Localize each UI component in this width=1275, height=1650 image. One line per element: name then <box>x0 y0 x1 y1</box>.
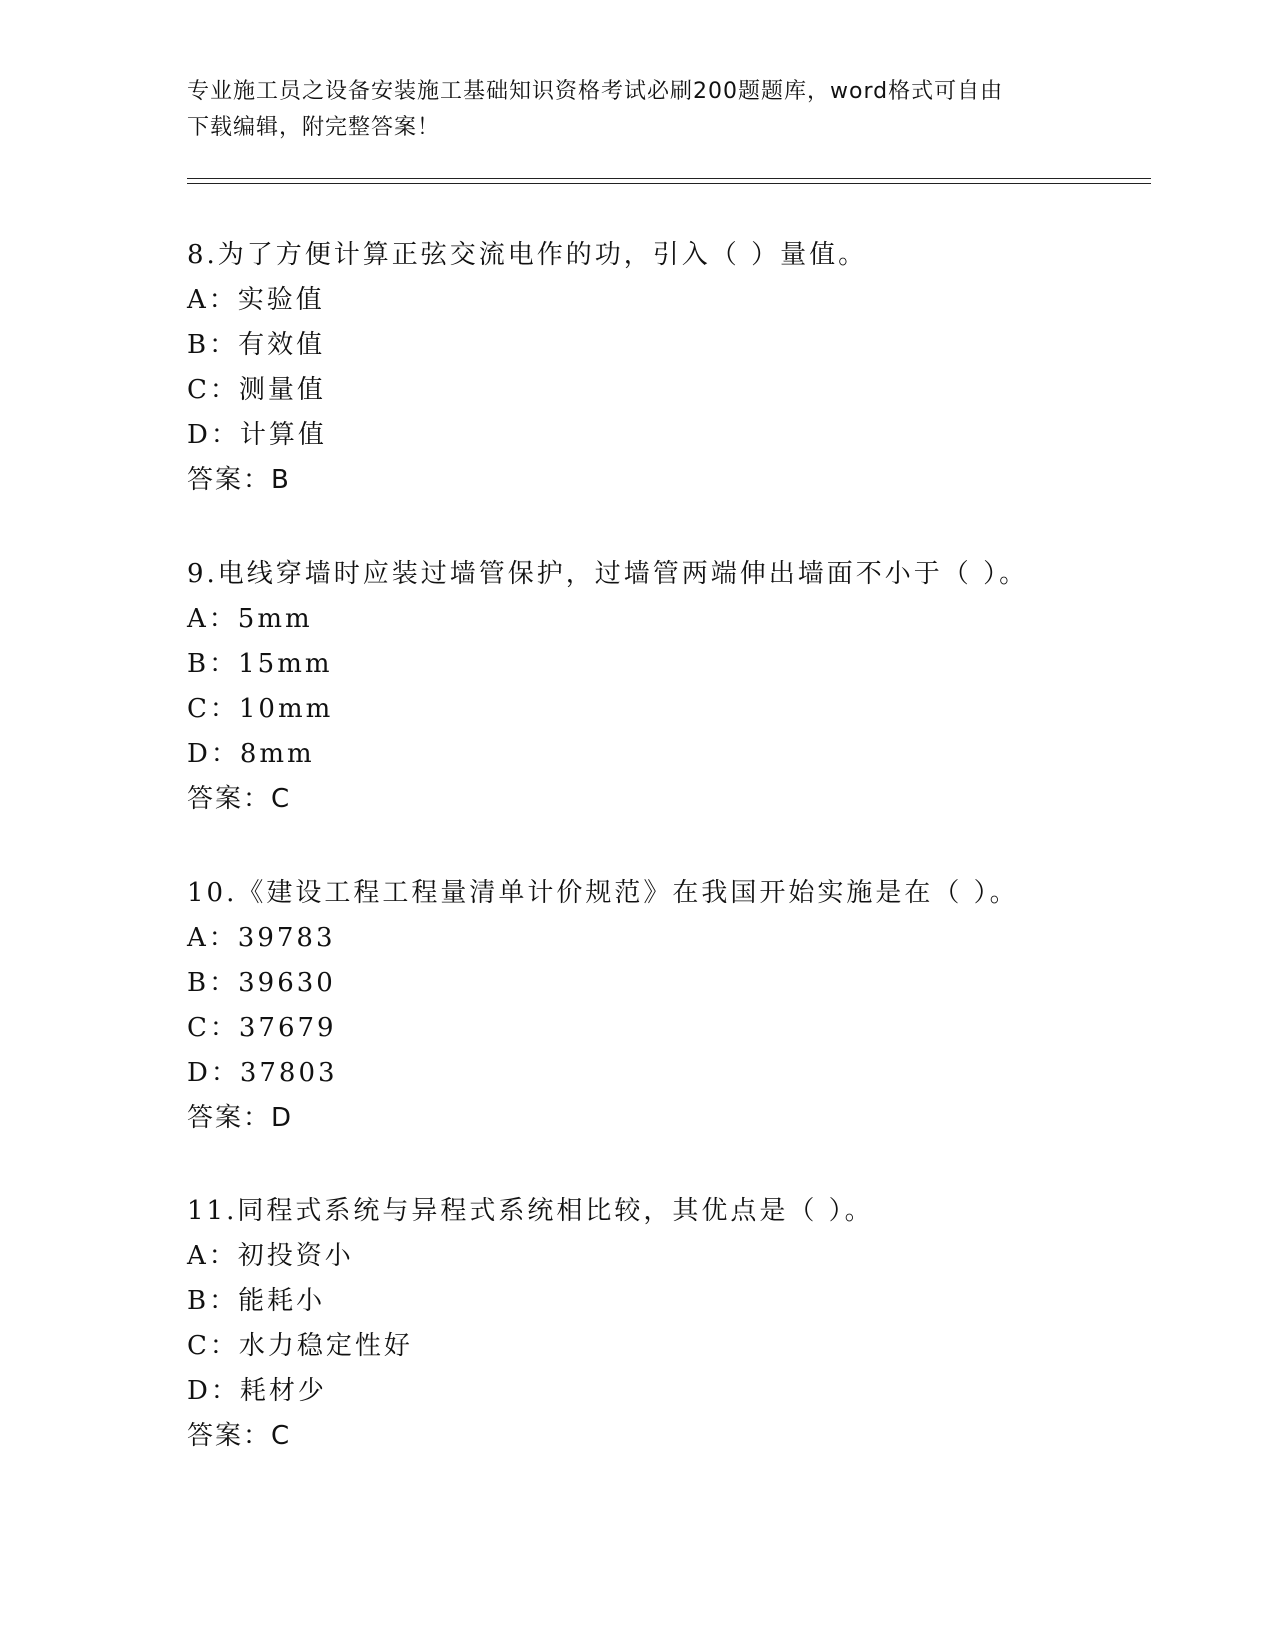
header-divider-top <box>187 178 1151 179</box>
question-block <box>187 552 1147 822</box>
option-b: B：能耗小 <box>187 1286 326 1316</box>
option-a: A：初投资小 <box>187 1241 354 1271</box>
option-b: B：15mm <box>187 649 333 679</box>
option-d: D：37803 <box>187 1058 338 1088</box>
option-c: C：37679 <box>187 1013 337 1043</box>
option-c: C：测量值 <box>187 375 326 405</box>
option-d: D：计算值 <box>187 420 327 450</box>
question-block <box>187 871 1147 1141</box>
answer-line: 答案：C <box>187 784 292 814</box>
option-a: A：39783 <box>187 923 336 953</box>
option-b: B：39630 <box>187 968 336 998</box>
header-line-2: 下载编辑，附完整答案！ <box>187 115 441 140</box>
answer-line: 答案：B <box>187 465 291 495</box>
answer-line: 答案：C <box>187 1421 292 1451</box>
question-block <box>187 1189 1147 1459</box>
option-a: A：实验值 <box>187 285 325 315</box>
question-block <box>187 233 1147 503</box>
document-header <box>187 74 1067 146</box>
option-c: C：水力稳定性好 <box>187 1331 413 1361</box>
option-d: D：8mm <box>187 739 315 769</box>
option-c: C：10mm <box>187 694 334 724</box>
option-b: B：有效值 <box>187 330 326 360</box>
question-stem: 10.《建设工程工程量清单计价规范》在我国开始实施是在（ ）。 <box>187 878 1019 908</box>
question-stem: 8.为了方便计算正弦交流电作的功，引入（ ）量值。 <box>187 240 868 270</box>
header-divider-bottom <box>187 183 1151 184</box>
option-a: A：5mm <box>187 604 313 634</box>
question-stem: 11.同程式系统与异程式系统相比较，其优点是（ ）。 <box>187 1196 874 1226</box>
option-d: D：耗材少 <box>187 1376 327 1406</box>
answer-line: 答案：D <box>187 1103 294 1133</box>
question-stem: 9.电线穿墙时应装过墙管保护，过墙管两端伸出墙面不小于（ ）。 <box>187 559 1029 589</box>
header-line-1: 专业施工员之设备安装施工基础知识资格考试必刷200题题库，word格式可自由 <box>187 79 1004 104</box>
